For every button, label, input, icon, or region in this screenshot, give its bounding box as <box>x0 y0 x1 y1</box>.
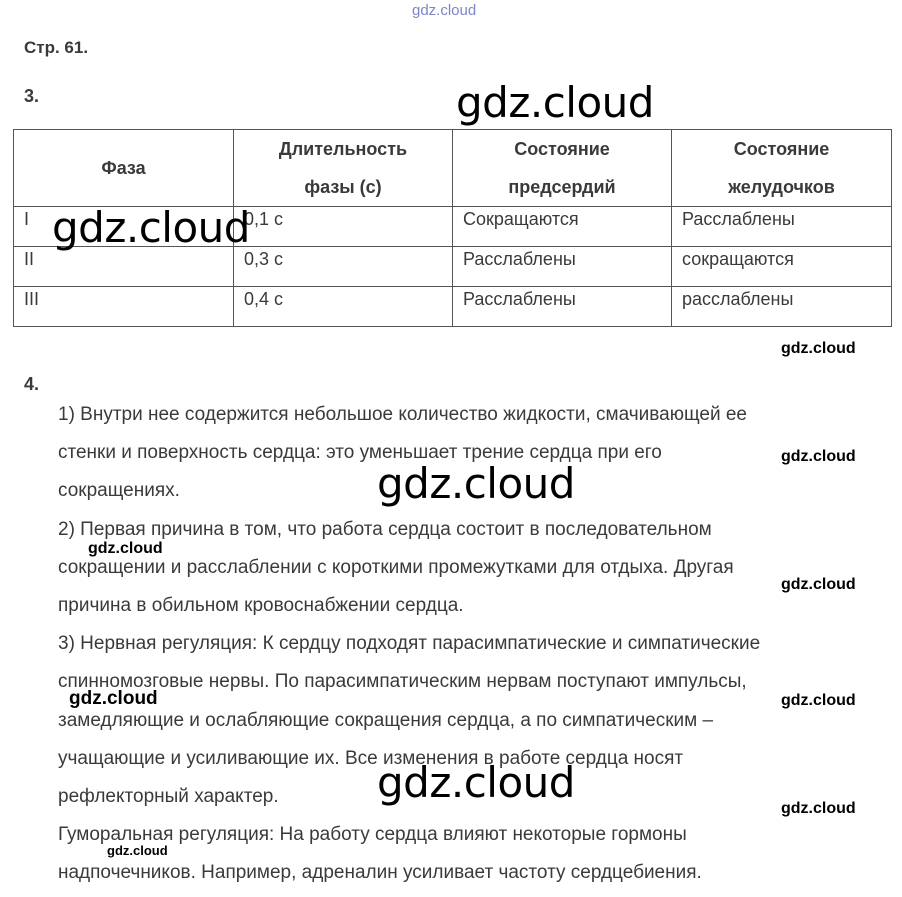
answer-line: 1) Внутри нее содержится небольшое количество жидкости, смачивающей ее <box>58 404 747 425</box>
answer-line: надпочечников. Например, адреналин усиливает частоту сердцебиения. <box>58 862 702 884</box>
answer-line: причина в обильном кровоснабжении сердца. <box>58 595 464 617</box>
watermark-small: gdz.cloud <box>107 843 168 858</box>
cell-duration: 0,1 с <box>234 207 453 247</box>
page-reference: Стр. 61. <box>24 38 89 57</box>
watermark-small: gdz.cloud <box>88 540 163 557</box>
answer-line: 3) Нервная регуляция: К сердцу подходят парасимпатические и симпатические <box>58 633 761 655</box>
watermark-small: gdz.cloud <box>781 800 856 817</box>
answer-line: 2) Первая причина в том, что работа сердца состоит в последовательном <box>58 518 712 540</box>
header-watermark: gdz.cloud <box>412 2 477 19</box>
watermark-small: gdz.cloud <box>69 688 158 709</box>
watermark-small: gdz.cloud <box>781 576 856 593</box>
cell-atria: Сокращаются <box>453 207 672 247</box>
cell-duration: 0,3 с <box>234 247 453 287</box>
cell-phase: II <box>14 247 234 287</box>
answer-line: стенки и поверхность сердца: это уменьшает трение сердца при его <box>58 442 662 464</box>
table-header-row <box>14 130 892 207</box>
cell-ventricles: Расслаблены <box>672 207 892 247</box>
cell-phase: III <box>14 287 234 327</box>
watermark-large: gdz.cloud <box>456 78 654 127</box>
header-atria-state: Состояние предсердий <box>453 130 672 207</box>
answer-line: спинномозговые нервы. По парасимпатическим нервам поступают импульсы, <box>58 671 747 693</box>
header-phase: Фаза <box>14 130 234 207</box>
answer-line: рефлекторный характер. <box>58 786 279 808</box>
watermark-small: gdz.cloud <box>781 340 856 357</box>
cell-phase: I <box>14 207 234 247</box>
answer-line: Гуморальная регуляция: На работу сердца влияют некоторые гормоны <box>58 824 687 846</box>
cell-ventricles: расслаблены <box>672 287 892 327</box>
cell-atria: Расслаблены <box>453 287 672 327</box>
watermark-large: gdz.cloud <box>52 203 250 252</box>
watermark-large: gdz.cloud <box>377 459 575 508</box>
answer-line: сокращении и расслаблении с короткими промежутками для отдыха. Другая <box>58 556 734 578</box>
cell-duration: 0,4 с <box>234 287 453 327</box>
cell-ventricles: сокращаются <box>672 247 892 287</box>
task-3-number: 3. <box>24 86 40 106</box>
answer-line: сокращениях. <box>58 480 180 502</box>
cell-atria: Расслаблены <box>453 247 672 287</box>
answer-line: учащающие и усиливающие их. Все изменения в работе сердца носят <box>58 747 684 769</box>
task-4-number: 4. <box>24 374 40 394</box>
table-row <box>14 247 892 287</box>
watermark-small: gdz.cloud <box>781 692 856 709</box>
table-row <box>14 287 892 327</box>
watermark-small: gdz.cloud <box>781 448 856 465</box>
answer-line: замедляющие и ослабляющие сокращения сердца, а по симпатическим – <box>58 709 714 731</box>
header-duration: Длительность фазы (с) <box>234 130 453 207</box>
header-ventricles-state: Состояние желудочков <box>672 130 892 207</box>
watermark-large: gdz.cloud <box>377 758 575 807</box>
